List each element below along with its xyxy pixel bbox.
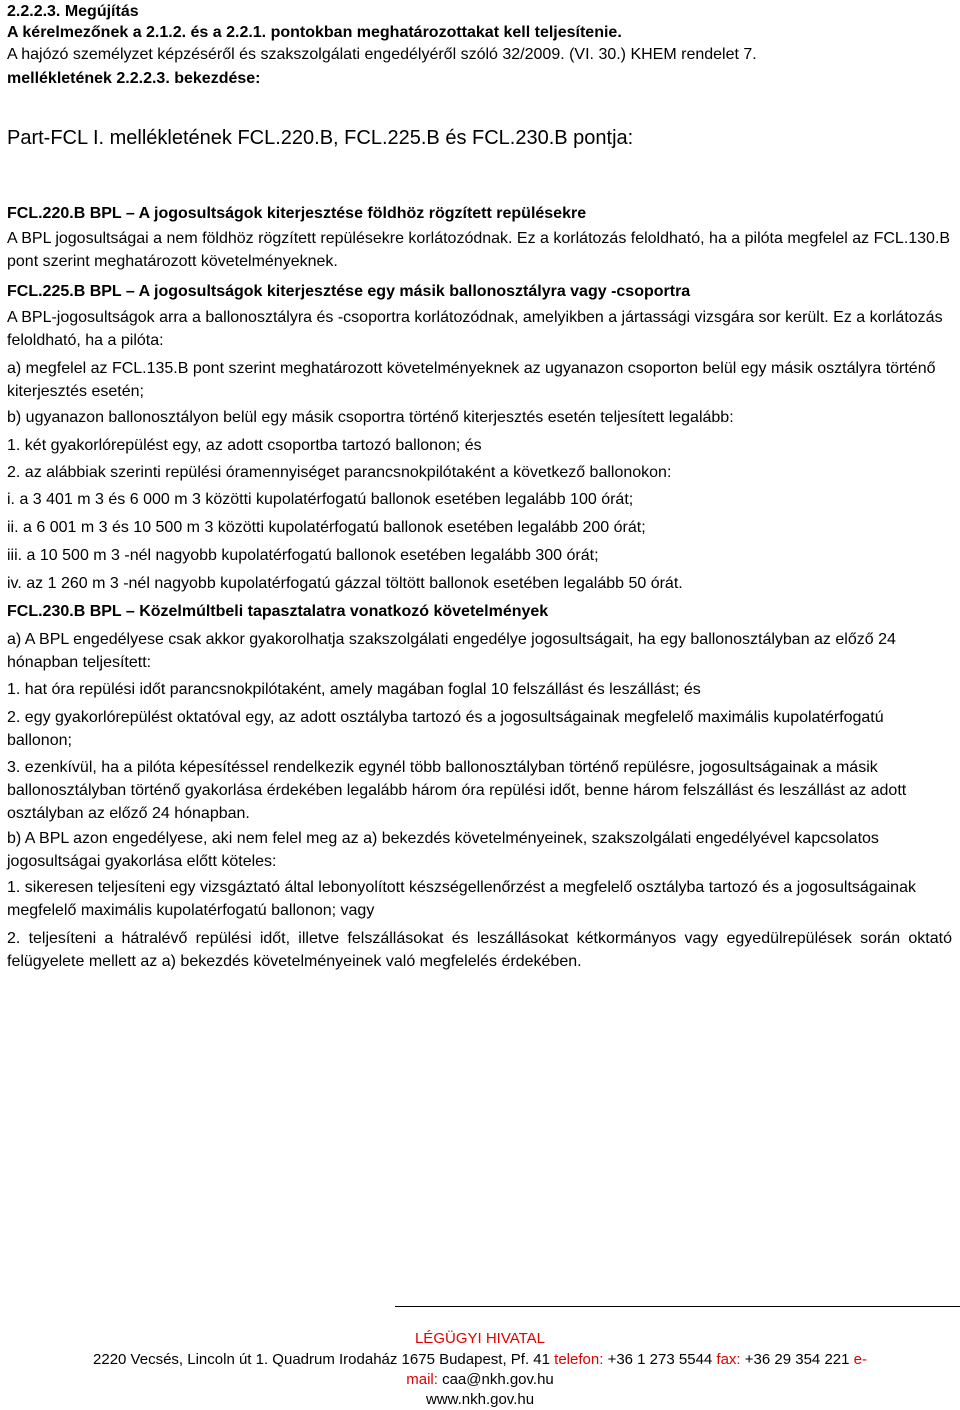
fcl225-item-a: a) megfelel az FCL.135.B pont szerint meghatározott követelményeknek az ugyanazon csoporton belül egy másik osztályra történő kiterjesztés esetén;	[7, 360, 936, 400]
footer-email[interactable]: caa@nkh.gov.hu	[442, 1371, 554, 1388]
footer-fax: +36 29 354 221	[744, 1351, 850, 1368]
footer-web[interactable]: www.nkh.gov.hu	[425, 1391, 535, 1408]
fcl225-item-iv: iv. az 1 260 m 3 -nél nagyobb kupolatérfogatú gázzal töltött ballonok esetében legalább 50 órát.	[7, 575, 683, 592]
requirement-line: A kérelmezőnek a 2.1.2. és a 2.2.1. pontokban meghatározottakat kell teljesítenie.	[7, 24, 622, 41]
fcl230-item-b2: 2. teljesíteni a hátralévő repülési időt, illetve felszállásokat és leszállásokat kétkormányos vagy egyedülrepülések során oktató felügyelete mellett az a) bekezdés követelményeinek való megfelelés érdekében.	[7, 930, 952, 970]
footer-email-label-rest: mail:	[406, 1371, 438, 1388]
fcl230-item-b1: 1. sikeresen teljesíteni egy vizsgáztató által lebonyolított készségellenőrzést a megfelelő osztályba tartozó és a jogosultságainak megfelelő maximális kupolatérfogatú ballonon; vagy	[7, 879, 916, 919]
fcl225-item-i: i. a 3 401 m 3 és 6 000 m 3 közötti kupolatérfogatú ballonok esetében legalább 100 órát;	[7, 491, 634, 508]
decree-text: A hajózó személyzet képzéséről és szakszolgálati engedélyéről szóló 32/2009. (VI. 30.) KHEM rendelet 7.	[7, 46, 757, 63]
fcl230-item-a: a) A BPL engedélyese csak akkor gyakorolhatja szakszolgálati engedélye jogosultságait, ha egy ballonosztályban az előző 24 hónapban teljesített:	[7, 631, 896, 671]
footer-divider	[395, 1306, 960, 1307]
fcl220-body: A BPL jogosultságai a nem földhöz rögzített repülésekre korlátozódnak. Ez a korlátozás feloldható, ha a pilóta megfelel az FCL.130.B pont szerint meghatározott követelményeknek.	[7, 230, 951, 270]
fcl225-title: FCL.225.B BPL – A jogosultságok kiterjesztése egy másik ballonosztályra vagy -csoportra	[7, 283, 691, 300]
footer-contact-line	[0, 1350, 960, 1370]
fcl225-item-b2: 2. az alábbiak szerinti repülési óramennyiséget parancsnokpilótaként a következő ballonokon:	[7, 464, 672, 481]
footer-phone-label: telefon:	[554, 1351, 604, 1368]
fcl230-item-a1: 1. hat óra repülési időt parancsnokpilótaként, amely magában foglal 10 felszállást és leszállást; és	[7, 681, 701, 698]
footer-email-label: e-	[853, 1351, 867, 1368]
section-heading: 2.2.2.3. Megújítás	[7, 3, 139, 20]
footer-email-line	[0, 1370, 960, 1390]
footer-fax-label: fax:	[716, 1351, 741, 1368]
fcl220-title: FCL.220.B BPL – A jogosultságok kiterjesztése földhöz rögzített repülésekre	[7, 205, 587, 222]
fcl230-item-a2: 2. egy gyakorlórepülést oktatóval egy, az adott osztályba tartozó és a jogosultságainak megfelelő maximális kupolatérfogatú ballonon;	[7, 709, 884, 749]
fcl230-title: FCL.230.B BPL – Közelmúltbeli tapasztalatra vonatkozó követelmények	[7, 603, 549, 620]
footer-address: 2220 Vecsés, Lincoln út 1. Quadrum Irodaház 1675 Budapest, Pf. 41	[93, 1351, 550, 1368]
decree-line-2: mellékletének 2.2.2.3. bekezdése:	[7, 70, 261, 87]
footer-org: LÉGÜGYI HIVATAL	[414, 1330, 546, 1347]
fcl225-item-iii: iii. a 10 500 m 3 -nél nagyobb kupolatérfogatú ballonok esetében legalább 300 órát;	[7, 547, 599, 564]
fcl230-item-b: b) A BPL azon engedélyese, aki nem felel meg az a) bekezdés követelményeinek, szakszolgálati engedélyével kapcsolatos jogosultságai gyakorlása előtt köteles:	[7, 830, 879, 870]
fcl225-body: A BPL-jogosultságok arra a ballonosztályra és -csoportra korlátozódnak, amelyikben a jártassági vizsgára sor került. Ez a korlátozás feloldható, ha a pilóta:	[7, 309, 943, 349]
part-fcl-heading: Part-FCL I. mellékletének FCL.220.B, FCL.225.B és FCL.230.B pontja:	[7, 127, 634, 149]
footer-phone: +36 1 273 5544	[607, 1351, 713, 1368]
fcl230-item-a3: 3. ezenkívül, ha a pilóta képesítéssel rendelkezik egynél több ballonosztályban történő repülésre, jogosultságainak a másik ballonosztályban történő gyakorlása érdekében legalább három óra repülési időt, benne három felszállást és leszállást az adott osztályban az előző 24 hónapban.	[7, 759, 907, 822]
fcl225-item-b: b) ugyanazon ballonosztályon belül egy másik csoportra történő kiterjesztés esetén teljesített legalább:	[7, 409, 734, 426]
decree-line	[7, 44, 952, 65]
fcl225-item-ii: ii. a 6 001 m 3 és 10 500 m 3 közötti kupolatérfogatú ballonok esetében legalább 200 órát;	[7, 519, 646, 536]
fcl225-item-b1: 1. két gyakorlórepülést egy, az adott csoportba tartozó ballonon; és	[7, 437, 482, 454]
